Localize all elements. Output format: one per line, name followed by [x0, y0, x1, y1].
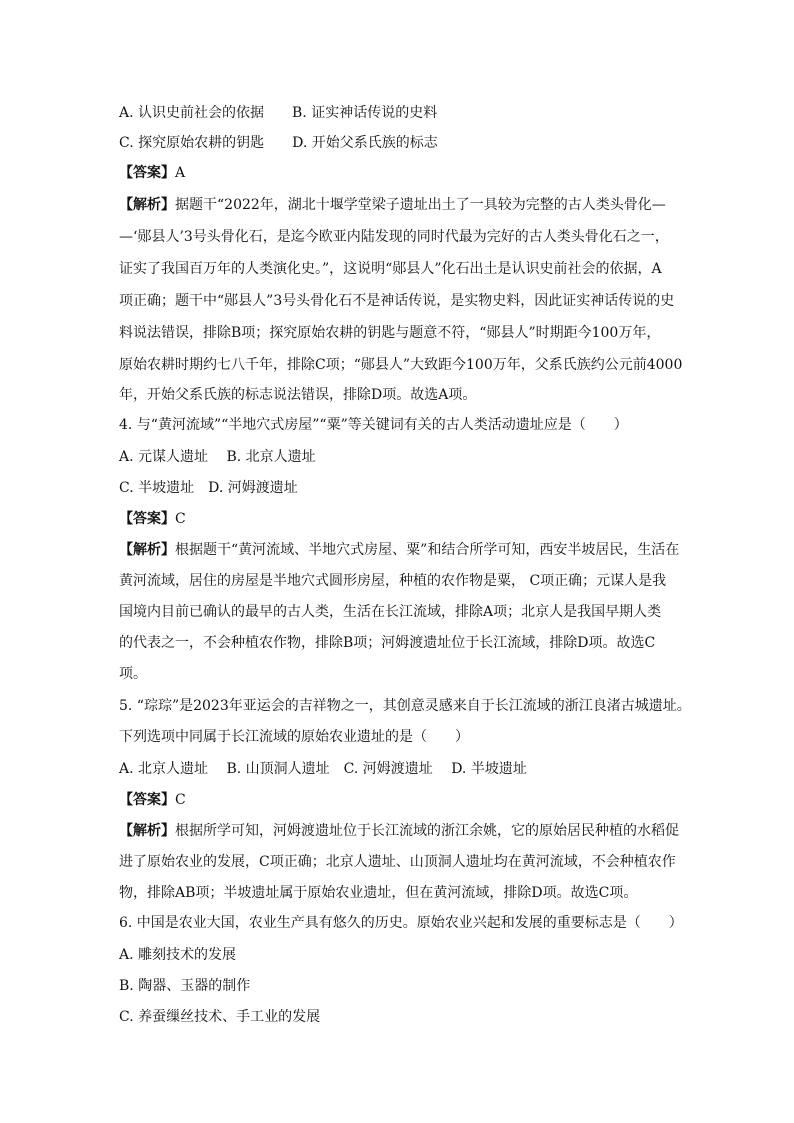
- answer-tag: 【答案】: [119, 792, 175, 808]
- analysis-line: 进了原始农业的发展，C项正确；北京人遗址、山顶洞人遗址均在黄河流域，不会种植农作: [119, 854, 676, 870]
- analysis-text: 据题干“2022年，湖北十堰学堂梁子遗址出土了一具较为完整的古人类头骨化—: [175, 197, 666, 213]
- option-line-ab: A. 认识史前社会的依据 B. 证实神话传说的史料: [119, 105, 438, 121]
- answer-tag: 【答案】: [119, 511, 175, 527]
- analysis-line: 年，开始父系氏族的标志说法错误，排除D项。故选A项。: [119, 387, 477, 403]
- option-b: B. 陶器、玉器的制作: [119, 978, 251, 994]
- analysis-line: [119, 540, 689, 560]
- analysis-line: 原始农耕时期约七八千年，排除C项；“郧县人”大致距今100万年，父系氏族约公元前4000: [119, 357, 683, 373]
- option-c: C. 养蚕缫丝技术、手工业的发展: [119, 1009, 321, 1025]
- question-5: 5. “琮琮”是2023年亚运会的吉祥物之一，其创意灵感来自于长江流域的浙江良渚古城遗址。: [119, 698, 691, 714]
- analysis-line: 物，排除AB项；半坡遗址属于原始农业遗址，但在黄河流域，排除D项。故选C项。: [119, 885, 638, 901]
- question-4: 4. 与“黄河流域”“半地穴式房屋”“粟”等关键词有关的古人类活动遗址应是（ ）: [119, 417, 628, 433]
- analysis-line: 项。: [119, 666, 147, 682]
- answer-tag: 【答案】: [119, 165, 175, 181]
- analysis-tag: 【解析】: [119, 197, 175, 213]
- analysis-line: 的代表之一，不会种植农作物，排除B项；河姆渡遗址位于长江流域，排除D项。故选C: [119, 635, 656, 651]
- answer-value: C: [175, 792, 186, 808]
- analysis-line: [119, 821, 689, 841]
- option-line-cd: C. 半坡遗址 D. 河姆渡遗址: [119, 480, 298, 496]
- option-a: A. 雕刻技术的发展: [119, 947, 237, 963]
- analysis-line: 国境内目前已确认的最早的古人类，生活在长江流域，排除A项；北京人是我国早期人类: [119, 604, 662, 620]
- answer-value: A: [175, 165, 186, 181]
- analysis-line: 证实了我国百万年的人类演化史。”，这说明“郧县人”化石出土是认识史前社会的依据，A: [119, 261, 662, 277]
- option-line-ab: A. 元谋人遗址 B. 北京人遗址: [119, 449, 316, 465]
- question-6: 6. 中国是农业大国，农业生产具有悠久的历史。原始农业兴起和发展的重要标志是（ ）: [119, 915, 683, 931]
- analysis-line: 项正确；题干中“郧县人”3号头骨化石不是神话传说，是实物史料，因此证实神话传说的史: [119, 293, 675, 309]
- analysis-text: 根据所学可知，河姆渡遗址位于长江流域的浙江余姚，它的原始居民种植的水稻促: [175, 823, 679, 839]
- answer-line: [119, 509, 689, 529]
- question-5-cont: 下列选项中同属于长江流域的原始农业遗址的是（ ）: [119, 729, 469, 745]
- answer-line: [119, 163, 689, 183]
- analysis-tag: 【解析】: [119, 542, 175, 558]
- analysis-line: 料说法错误，排除B项；探究原始农耕的钥匙与题意不符，“郧县人”时期距今100万年，: [119, 325, 661, 341]
- answer-value: C: [175, 511, 186, 527]
- analysis-line: 黄河流域，居住的房屋是半地穴式圆形房屋，种植的农作物是粟， C项正确；元谋人是我: [119, 573, 667, 589]
- analysis-text: 根据题干“黄河流域、半地穴式房屋、粟”和结合所学可知，西安半坡居民，生活在: [175, 542, 680, 558]
- analysis-line: —‘郧县人’3号头骨化石，是迄今欧亚内陆发现的同时代最为完好的古人类头骨化石之一，: [119, 229, 669, 245]
- options-line: A. 北京人遗址 B. 山顶洞人遗址 C. 河姆渡遗址 D. 半坡遗址: [119, 761, 527, 777]
- answer-line: [119, 790, 689, 810]
- analysis-tag: 【解析】: [119, 823, 175, 839]
- option-line-cd: C. 探究原始农耕的钥匙 D. 开始父系氏族的标志: [119, 135, 438, 151]
- analysis-line: [119, 195, 689, 215]
